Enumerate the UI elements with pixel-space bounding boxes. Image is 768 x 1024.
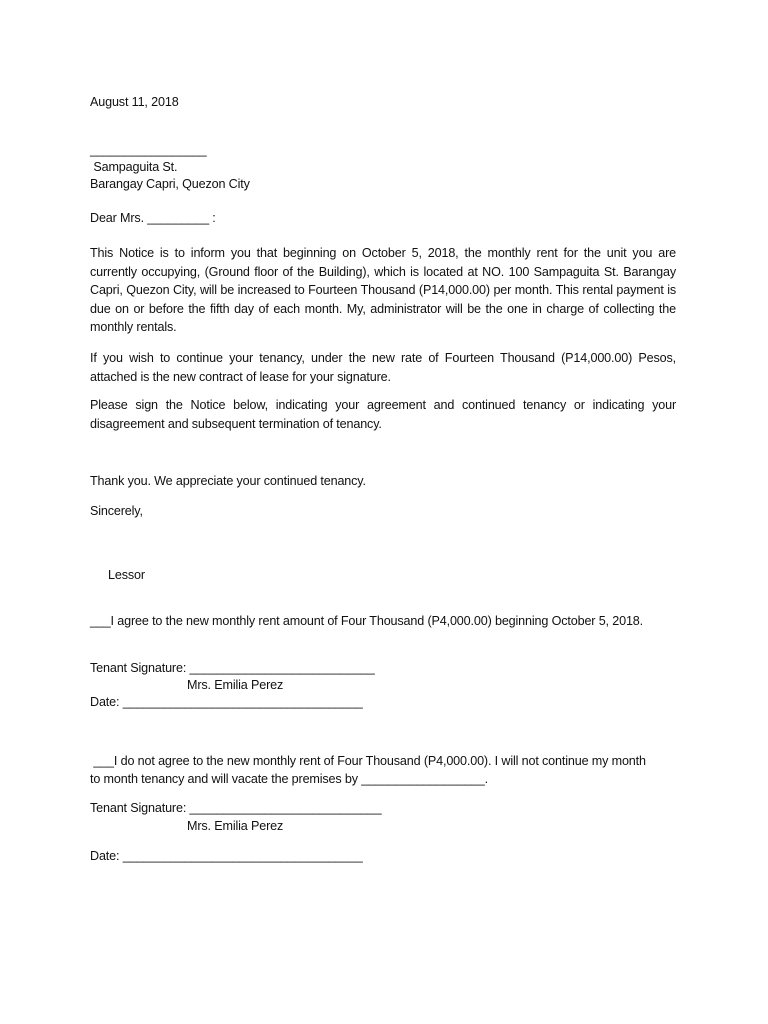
address-line-1: Sampaguita St.: [90, 160, 178, 174]
signatory-lessor: Lessor: [108, 568, 145, 582]
disagree-date-line: Date: ___________________________________: [90, 849, 363, 863]
agree-tenant-name: Mrs. Emilia Perez: [187, 678, 284, 692]
disagree-statement-line-1: ___I do not agree to the new monthly rent of Four Thousand (P4,000.00). I will not continue my month: [90, 754, 646, 768]
disagree-tenant-name: Mrs. Emilia Perez: [187, 819, 284, 833]
agree-signature-line: Tenant Signature: ___________________________: [90, 661, 375, 675]
letter-date: August 11, 2018: [90, 95, 179, 109]
disagree-statement-line-2: to month tenancy and will vacate the premises by __________________.: [90, 772, 488, 786]
addressee-blank: _________________: [90, 143, 207, 157]
salutation: Dear Mrs. _________ :: [90, 211, 216, 225]
disagree-signature-line: Tenant Signature: ____________________________: [90, 801, 382, 815]
address-line-2: Barangay Capri, Quezon City: [90, 177, 250, 191]
body-paragraph-3: Please sign the Notice below, indicating your agreement and continued tenancy or indicating your disagreement and subsequent termination of tenancy.: [90, 398, 676, 431]
closing: Sincerely,: [90, 504, 143, 518]
body-paragraph-2: If you wish to continue your tenancy, under the new rate of Fourteen Thousand (P14,000.00) Pesos, attached is the new contract of lease for your signature.: [90, 351, 676, 384]
agree-date-line: Date: ___________________________________: [90, 695, 363, 709]
body-paragraph-1: This Notice is to inform you that beginning on October 5, 2018, the monthly rent for the unit you are currently occupying, (Ground floor of the Building), which is located at NO. 100 Sampaguita St. Barangay Capri, Quezon City, will be increased to Fourteen Thousand (P14,000.00) per month. This rental payment is due on or before the fifth day of each month. My, administrator will be the one in charge of collecting the monthly rentals.: [90, 246, 676, 335]
agree-statement: ___I agree to the new monthly rent amount of Four Thousand (P4,000.00) beginning October 5, 2018.: [90, 614, 644, 628]
thanks-line: Thank you. We appreciate your continued tenancy.: [90, 474, 366, 488]
